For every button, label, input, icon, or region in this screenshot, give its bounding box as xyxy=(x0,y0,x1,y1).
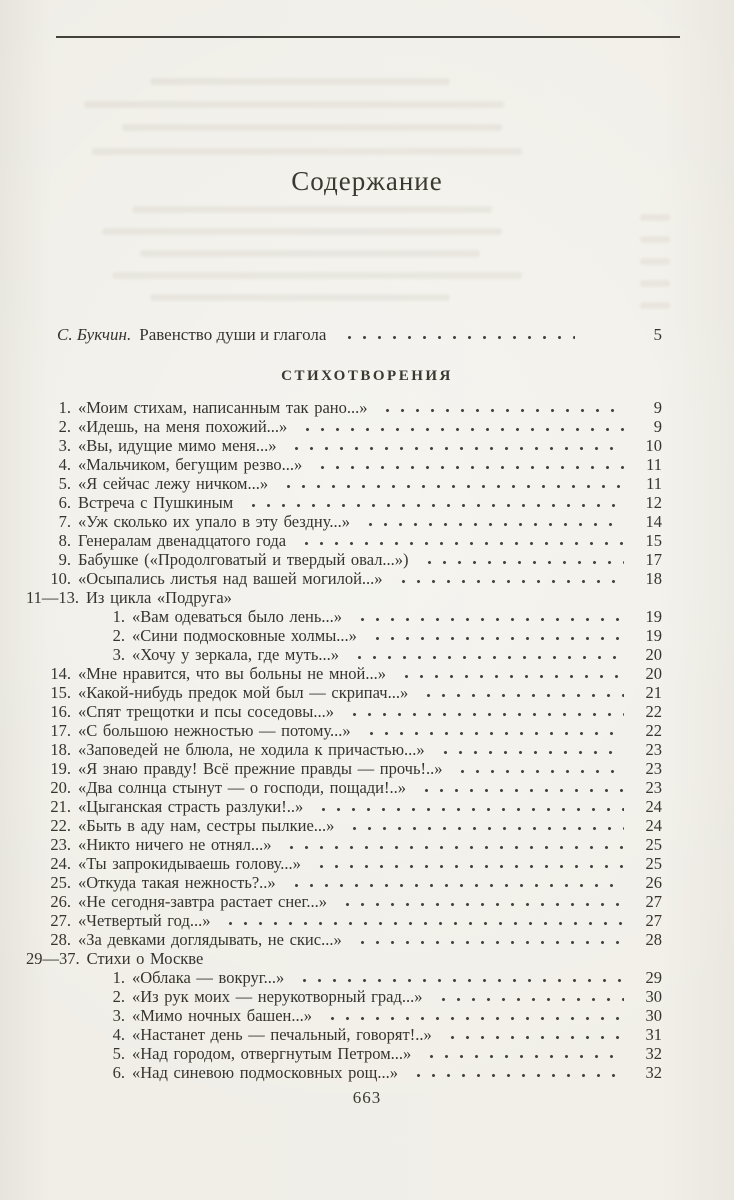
entry-number: 1. xyxy=(58,398,71,417)
entry-page: 24 xyxy=(645,816,662,835)
toc-row xyxy=(26,512,662,531)
dot-leader xyxy=(338,902,624,907)
entry-number: 1. xyxy=(112,607,125,626)
entry-title: Стихи о Москве xyxy=(86,949,204,968)
entry-page: 26 xyxy=(645,873,662,892)
entry-page: 31 xyxy=(645,1025,662,1044)
entry-title: «Цыганская страсть разлуки!..» xyxy=(78,797,304,816)
toc-row xyxy=(26,1044,662,1063)
entry-page: 14 xyxy=(645,512,662,531)
entry-title: «Мимо ночных башен...» xyxy=(132,1006,313,1025)
dot-leader xyxy=(434,997,624,1002)
entry-page: 11 xyxy=(646,455,662,474)
entry-title: «Не сегодня-завтра растает снег...» xyxy=(78,892,328,911)
dot-leader xyxy=(279,484,624,489)
entry-number: 14. xyxy=(50,664,71,683)
entry-title: Генералам двенадцатого года xyxy=(78,531,287,550)
entry-title: «Осыпались листья над вашей могилой...» xyxy=(78,569,383,588)
intro-entry xyxy=(57,325,662,345)
entry-number: 20. xyxy=(50,778,71,797)
entry-number: 29—37. xyxy=(26,949,80,968)
dot-leader xyxy=(453,769,624,774)
entry-page: 32 xyxy=(645,1063,662,1082)
entry-title: «Два солнца стынут — о господи, пощади!..» xyxy=(78,778,407,797)
toc-row xyxy=(26,835,662,854)
dot-leader xyxy=(422,1054,624,1059)
entry-number: 1. xyxy=(112,968,125,987)
entry-number: 23. xyxy=(50,835,71,854)
toc-row xyxy=(26,664,662,683)
toc-row xyxy=(26,683,662,702)
toc-row xyxy=(26,759,662,778)
entry-page: 18 xyxy=(645,569,662,588)
toc-row xyxy=(26,892,662,911)
dot-leader xyxy=(287,446,624,451)
entry-page: 17 xyxy=(645,550,662,569)
dot-leader xyxy=(436,750,624,755)
dot-leader xyxy=(353,940,624,945)
dot-leader xyxy=(244,503,624,508)
entry-title: «Спят трещотки и псы соседовы...» xyxy=(78,702,334,721)
entry-title: «Над синевою подмосковных рощ...» xyxy=(132,1063,398,1082)
folio-page-number: 663 xyxy=(352,1088,382,1107)
entry-title: «Мне нравится, что вы больны не мной...» xyxy=(78,664,386,683)
entry-page: 19 xyxy=(645,626,662,645)
section-header: СТИХОТВОРЕНИЯ xyxy=(281,368,453,384)
entry-number: 5. xyxy=(58,474,71,493)
toc-list xyxy=(26,398,662,1082)
toc-row xyxy=(26,949,662,968)
entry-title: «Из рук моих — нерукотворный град...» xyxy=(132,987,423,1006)
intro-page: 5 xyxy=(653,325,662,344)
entry-number: 7. xyxy=(58,512,71,531)
entry-page: 27 xyxy=(645,892,662,911)
entry-page: 12 xyxy=(645,493,662,512)
entry-number: 22. xyxy=(50,816,71,835)
toc-row xyxy=(26,778,662,797)
entry-title: «Над городом, отвергнутым Петром...» xyxy=(132,1044,412,1063)
entry-title: «Я знаю правду! Всё прежние правды — прочь!..» xyxy=(78,759,443,778)
toc-row xyxy=(26,721,662,740)
entry-title: «Хочу у зеркала, где муть...» xyxy=(132,645,339,664)
entry-title: «Мальчиком, бегущим резво...» xyxy=(78,455,303,474)
entry-page: 21 xyxy=(645,683,662,702)
toc-row xyxy=(26,588,662,607)
toc-row xyxy=(26,569,662,588)
toc-row xyxy=(26,550,662,569)
entry-number: 9. xyxy=(58,550,71,569)
entry-page: 32 xyxy=(645,1044,662,1063)
entry-page: 28 xyxy=(645,930,662,949)
dot-leader xyxy=(362,731,624,736)
toc-row xyxy=(26,1063,662,1082)
dot-leader xyxy=(345,712,624,717)
entry-title: Из цикла «Подруга» xyxy=(86,588,232,607)
entry-page: 25 xyxy=(645,854,662,873)
entry-number: 24. xyxy=(50,854,71,873)
dot-leader xyxy=(314,807,624,812)
dot-leader xyxy=(361,522,624,527)
entry-title: «Ты запрокидываешь голову...» xyxy=(78,854,301,873)
entry-title: Бабушке («Продолговатый и твердый овал...») xyxy=(78,550,409,569)
entry-number: 6. xyxy=(58,493,71,512)
entry-number: 15. xyxy=(50,683,71,702)
dot-leader xyxy=(345,826,624,831)
entry-number: 5. xyxy=(112,1044,125,1063)
toc-row xyxy=(26,740,662,759)
dot-leader xyxy=(419,693,624,698)
toc-row xyxy=(26,911,662,930)
entry-page: 15 xyxy=(645,531,662,550)
entry-title: «Никто ничего не отнял...» xyxy=(78,835,272,854)
entry-page: 27 xyxy=(645,911,662,930)
entry-title: «Настанет день — печальный, говорят!..» xyxy=(132,1025,432,1044)
dot-leader xyxy=(312,864,624,869)
dot-leader xyxy=(394,579,624,584)
dot-leader xyxy=(221,921,624,926)
entry-number: 3. xyxy=(112,1006,125,1025)
entry-number: 25. xyxy=(50,873,71,892)
toc-row xyxy=(26,436,662,455)
entry-number: 4. xyxy=(112,1025,125,1044)
toc-row xyxy=(26,1006,662,1025)
dot-leader xyxy=(350,655,624,660)
entry-number: 2. xyxy=(112,987,125,1006)
dot-leader xyxy=(443,1035,624,1040)
intro-title: Равенство души и глагола xyxy=(139,325,327,344)
entry-page: 23 xyxy=(645,740,662,759)
dot-leader xyxy=(378,408,624,413)
entry-number: 2. xyxy=(112,626,125,645)
dot-leader xyxy=(295,978,624,983)
entry-title: «Какой-нибудь предок мой был — скрипач...» xyxy=(78,683,409,702)
entry-title: «За девками доглядывать, не скис...» xyxy=(78,930,342,949)
toc-row xyxy=(26,607,662,626)
top-rule xyxy=(56,36,680,38)
entry-number: 10. xyxy=(50,569,71,588)
dot-leader xyxy=(297,541,624,546)
dot-leader xyxy=(287,883,624,888)
toc-row xyxy=(26,797,662,816)
dot-leader xyxy=(313,465,624,470)
dot-leader xyxy=(353,617,624,622)
toc-row xyxy=(26,987,662,1006)
page-title: Содержание xyxy=(291,166,443,196)
toc-row xyxy=(26,968,662,987)
toc-row xyxy=(26,645,662,664)
toc-row xyxy=(26,1025,662,1044)
entry-page: 30 xyxy=(645,1006,662,1025)
toc-row xyxy=(26,531,662,550)
toc-row xyxy=(26,417,662,436)
entry-title: «Идешь, на меня похожий...» xyxy=(78,417,288,436)
entry-number: 18. xyxy=(50,740,71,759)
dot-leader xyxy=(298,427,624,432)
entry-title: «Заповедей не блюла, не ходила к причастью...» xyxy=(78,740,425,759)
entry-page: 19 xyxy=(645,607,662,626)
entry-number: 19. xyxy=(50,759,71,778)
toc-row xyxy=(26,455,662,474)
intro-author: С. Букчин. xyxy=(57,325,132,344)
toc-row xyxy=(26,873,662,892)
entry-number: 16. xyxy=(50,702,71,721)
entry-number: 26. xyxy=(50,892,71,911)
toc-row xyxy=(26,493,662,512)
entry-page: 9 xyxy=(653,417,662,436)
entry-number: 3. xyxy=(58,436,71,455)
dot-leader xyxy=(420,560,624,565)
entry-page: 25 xyxy=(645,835,662,854)
entry-title: «С большою нежностью — потому...» xyxy=(78,721,351,740)
dot-leader xyxy=(409,1073,624,1078)
dot-leader xyxy=(417,788,624,793)
entry-title: Встреча с Пушкиным xyxy=(78,493,234,512)
entry-page: 23 xyxy=(645,778,662,797)
entry-number: 21. xyxy=(50,797,71,816)
entry-page: 22 xyxy=(645,702,662,721)
entry-number: 4. xyxy=(58,455,71,474)
entry-page: 20 xyxy=(645,664,662,683)
entry-title: «Я сейчас лежу ничком...» xyxy=(78,474,269,493)
dot-leader xyxy=(368,636,624,641)
entry-page: 29 xyxy=(645,968,662,987)
dot-leader xyxy=(323,1016,624,1021)
entry-number: 8. xyxy=(58,531,71,550)
entry-number: 6. xyxy=(112,1063,125,1082)
toc-row xyxy=(26,398,662,417)
toc-row xyxy=(26,854,662,873)
entry-page: 22 xyxy=(645,721,662,740)
toc-row xyxy=(26,474,662,493)
entry-title: «Вам одеваться было лень...» xyxy=(132,607,343,626)
entry-title: «Сини подмосковные холмы...» xyxy=(132,626,357,645)
entry-title: «Вы, идущие мимо меня...» xyxy=(78,436,277,455)
entry-title: «Облака — вокруг...» xyxy=(132,968,285,987)
toc-row xyxy=(26,816,662,835)
entry-number: 17. xyxy=(50,721,71,740)
entry-page: 20 xyxy=(645,645,662,664)
entry-number: 28. xyxy=(50,930,71,949)
entry-number: 2. xyxy=(58,417,71,436)
dot-leader xyxy=(282,845,624,850)
entry-title: «Уж сколько их упало в эту бездну...» xyxy=(78,512,350,531)
entry-number: 3. xyxy=(112,645,125,664)
dot-leader xyxy=(397,674,624,679)
entry-page: 10 xyxy=(645,436,662,455)
entry-page: 9 xyxy=(653,398,662,417)
entry-page: 11 xyxy=(646,474,662,493)
toc-row xyxy=(26,702,662,721)
toc-row xyxy=(26,626,662,645)
entry-title: «Четвертый год...» xyxy=(78,911,211,930)
entry-page: 23 xyxy=(645,759,662,778)
entry-title: «Моим стихам, написанным так рано...» xyxy=(78,398,368,417)
entry-title: «Откуда такая нежность?..» xyxy=(78,873,276,892)
entry-page: 30 xyxy=(645,987,662,1006)
entry-page: 24 xyxy=(645,797,662,816)
entry-title: «Быть в аду нам, сестры пылкие...» xyxy=(78,816,335,835)
entry-number: 27. xyxy=(50,911,71,930)
entry-number: 11—13. xyxy=(26,588,80,607)
dot-leader xyxy=(340,335,575,340)
toc-row xyxy=(26,930,662,949)
